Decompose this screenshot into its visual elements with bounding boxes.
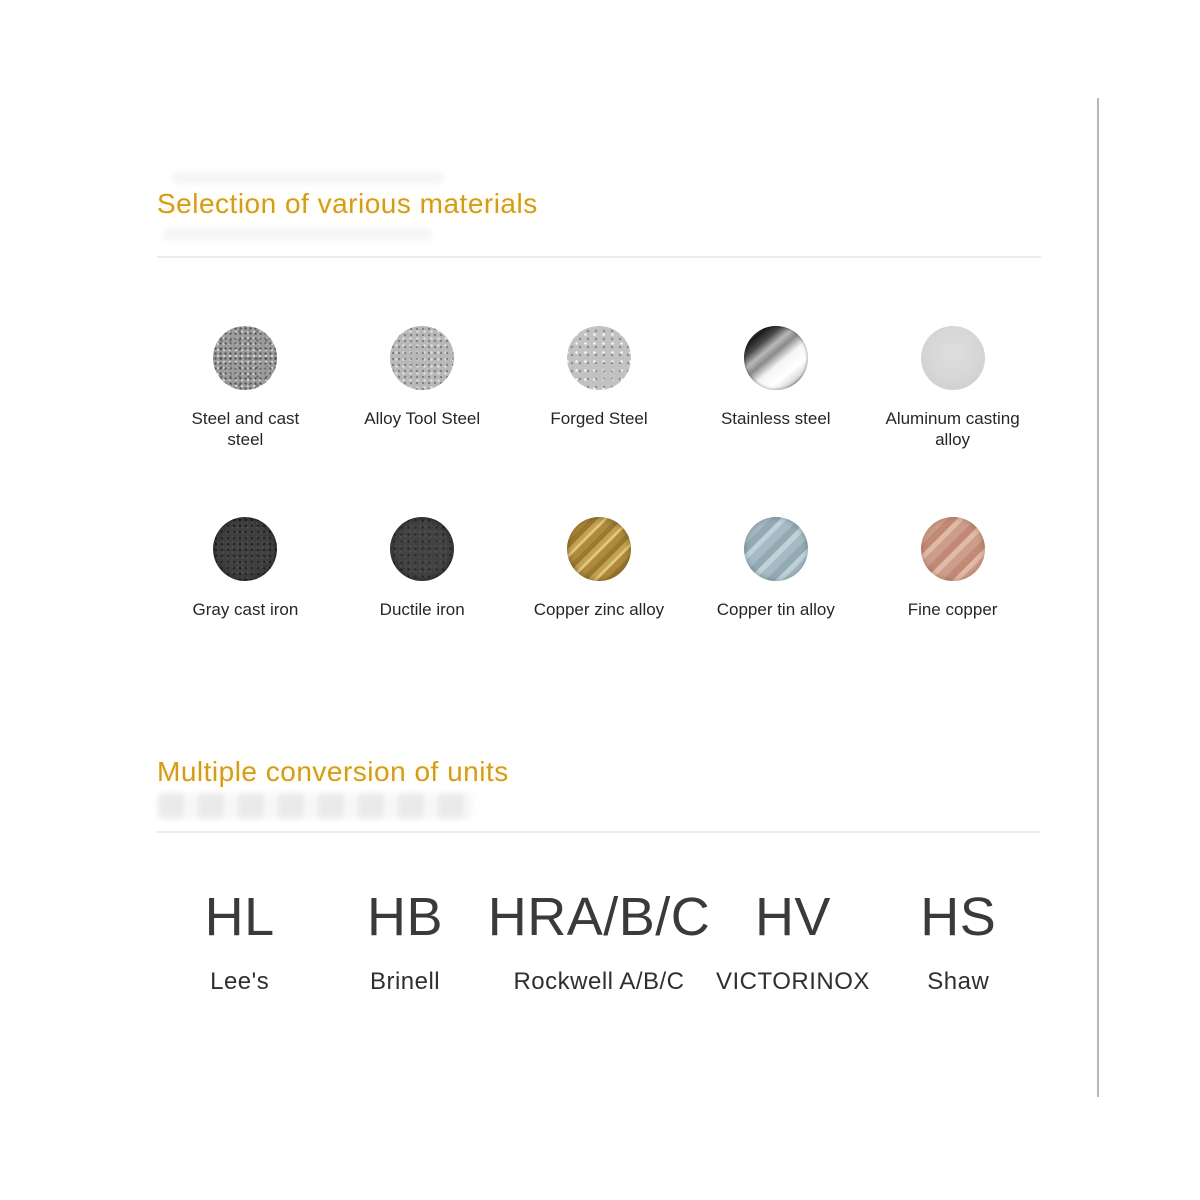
unit-abbr: HB	[367, 887, 444, 947]
ductile-iron-circle	[390, 517, 454, 581]
material-item-steel-and-cast-steel	[157, 326, 334, 451]
unit-label: VICTORINOX	[715, 968, 870, 995]
alloy-tool-circle	[390, 326, 454, 390]
material-item-aluminum-casting-alloy	[864, 326, 1041, 451]
material-item-copper-zinc-alloy	[511, 517, 688, 620]
stainless-circle	[744, 326, 808, 390]
units-section-title: Multiple conversion of units	[157, 756, 509, 787]
section-divider	[157, 831, 1041, 833]
steel-cast-circle	[213, 326, 277, 390]
materials-row-2	[157, 517, 1041, 620]
material-item-forged-steel	[511, 326, 688, 451]
unit-abbr: HL	[204, 887, 275, 947]
forged-steel-circle	[567, 326, 631, 390]
material-label: Steel and cast steel	[191, 409, 300, 450]
ghost-artifact	[172, 172, 444, 184]
material-item-stainless-steel	[687, 326, 864, 451]
material-label: Forged Steel	[550, 409, 648, 428]
material-item-gray-cast-iron	[157, 517, 334, 620]
fine-copper-circle	[921, 517, 985, 581]
unit-label: Lee's	[210, 968, 270, 995]
unit-abbr: HS	[920, 887, 997, 947]
unit-abbr: HV	[754, 887, 831, 947]
ghost-artifact	[158, 793, 473, 819]
unit-item-hv	[710, 887, 875, 996]
section-divider	[157, 256, 1041, 258]
unit-label: Rockwell A/B/C	[513, 968, 685, 995]
material-label: Alloy Tool Steel	[364, 409, 481, 428]
material-item-alloy-tool-steel	[334, 326, 511, 451]
units-row	[157, 887, 1041, 996]
material-item-fine-copper	[864, 517, 1041, 620]
unit-item-hs	[876, 887, 1041, 996]
copper-tin-circle	[744, 517, 808, 581]
unit-item-hra-b-c	[487, 887, 711, 996]
unit-item-hb	[322, 887, 487, 996]
material-label: Stainless steel	[720, 409, 831, 428]
materials-row-1	[157, 326, 1041, 451]
materials-section-title: Selection of various materials	[157, 188, 538, 219]
gray-iron-circle	[213, 517, 277, 581]
material-item-ductile-iron	[334, 517, 511, 620]
unit-item-hl	[157, 887, 322, 996]
unit-label: Brinell	[369, 968, 441, 995]
aluminum-circle	[921, 326, 985, 390]
material-item-copper-tin-alloy	[687, 517, 864, 620]
material-label: Aluminum casting alloy	[885, 409, 1020, 450]
material-label: Copper zinc alloy	[533, 600, 665, 619]
material-label: Gray cast iron	[192, 600, 299, 619]
unit-abbr: HRA/B/C	[487, 887, 711, 947]
right-border-line	[1097, 98, 1099, 1097]
brass-circle	[567, 517, 631, 581]
unit-label: Shaw	[927, 968, 990, 995]
material-label: Copper tin alloy	[716, 600, 835, 619]
ghost-artifact	[163, 228, 431, 241]
material-label: Fine copper	[907, 600, 998, 619]
material-label: Ductile iron	[379, 600, 465, 619]
